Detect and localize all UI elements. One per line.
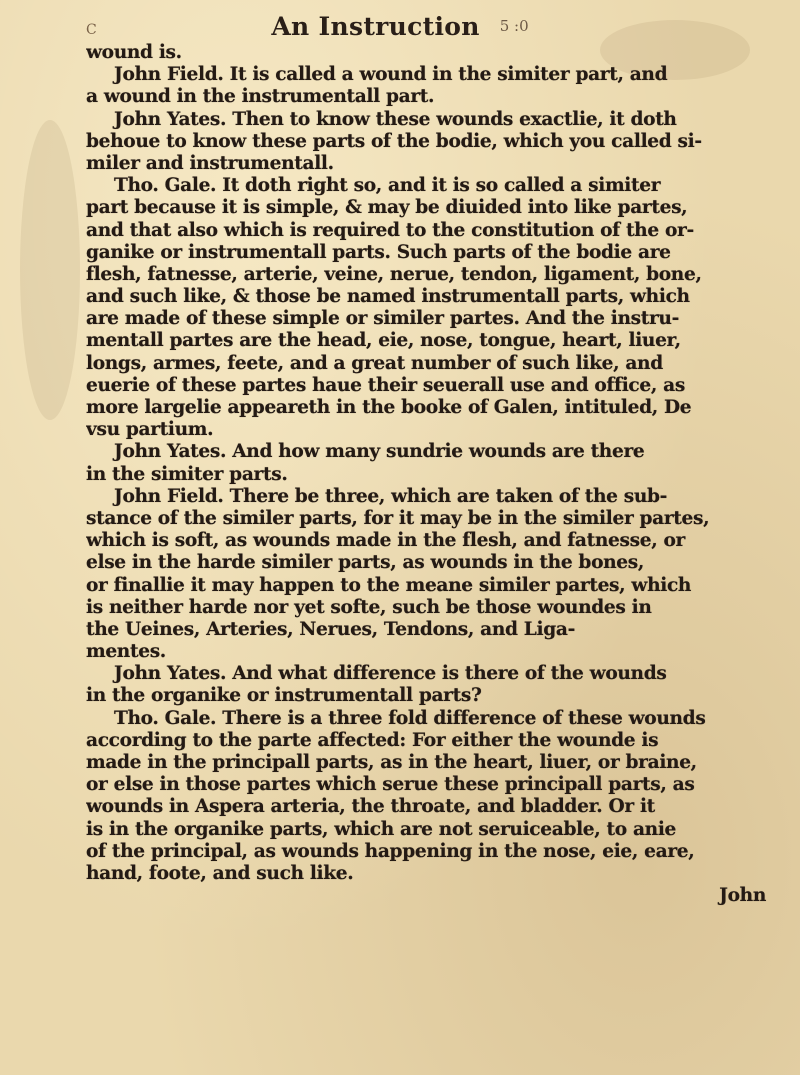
text-line: John Field. It is called a wound in the simiter part, and xyxy=(114,64,668,86)
text-line: in the simiter parts. xyxy=(86,463,288,485)
text-line: euerie of these partes haue their seuerall use and office, as xyxy=(86,374,685,396)
text-line: longs, armes, feete, and a great number of such like, and xyxy=(86,352,663,374)
text-line: behoue to know these parts of the bodie, which you called si- xyxy=(86,130,702,152)
text-line: a wound in the instrumentall part. xyxy=(86,86,435,108)
text-line: John Field. There be three, which are taken of the sub- xyxy=(114,485,668,507)
signature-mark: C xyxy=(86,22,97,38)
text-line: Tho. Gale. It doth right so, and it is so called a simiter xyxy=(114,175,661,197)
text-line: or else in those partes which serue these principall parts, as xyxy=(86,774,695,796)
text-line: made in the principall parts, as in the heart, liuer, or braine, xyxy=(86,752,697,773)
text-line: the Ueines, Arteries, Nerues, Tendons, and Liga- xyxy=(86,618,575,640)
text-line: hand, foote, and such like. xyxy=(86,862,354,884)
text-line: mentall partes are the head, eie, nose, tongue, heart, liuer, xyxy=(86,330,681,352)
text-line: and that also which is required to the constitution of the or- xyxy=(86,219,694,241)
text-line: of the principal, as wounds happening in the nose, eie, eare, xyxy=(86,840,695,862)
text-line: ganike or instrumentall parts. Such parts of the bodie are xyxy=(86,241,671,263)
running-title: An Instruction xyxy=(271,11,480,41)
text-line: wounds in Aspera arteria, the throate, and bladder. Or it xyxy=(86,796,655,818)
text-line: more largelie appeareth in the booke of Galen, intituled, De xyxy=(86,397,692,418)
folio-number: 5 :0 xyxy=(499,17,529,35)
text-line: is neither harde nor yet softe, such be those woundes in xyxy=(86,596,652,618)
text-line: flesh, fatnesse, arterie, veine, nerue, tendon, ligament, bone, xyxy=(86,263,702,285)
text-line: are made of these simple or similer partes. And the instru- xyxy=(86,308,679,330)
page-header xyxy=(0,6,800,46)
text-line: mentes. xyxy=(86,641,166,663)
text-line: wound is. xyxy=(86,42,182,63)
text-line: stance of the similer parts, for it may be in the similer partes, xyxy=(86,507,710,529)
body-text xyxy=(86,42,786,907)
text-line: John Yates. And what difference is there of the wounds xyxy=(114,663,667,685)
text-line: is in the organike parts, which are not seruiceable, to anie xyxy=(86,818,677,840)
text-line: in the organike or instrumentall parts? xyxy=(86,685,482,707)
text-line: miler and instrumentall. xyxy=(86,152,334,174)
text-line: vsu partium. xyxy=(86,419,214,441)
text-line: John Yates. Then to know these wounds exactlie, it doth xyxy=(114,108,677,130)
text-line: John Yates. And how many sundrie wounds are there xyxy=(114,441,645,463)
text-line: which is soft, as wounds made in the flesh, and fatnesse, or xyxy=(86,530,685,552)
text-line: part because it is simple, & may be diuided into like partes, xyxy=(86,197,688,219)
text-line: or finallie it may happen to the meane similer partes, which xyxy=(86,574,692,596)
text-line: and such like, & those be named instrumentall parts, which xyxy=(86,286,690,308)
catchword: John xyxy=(719,885,766,907)
text-line: Tho. Gale. There is a three fold difference of these wounds xyxy=(114,707,706,729)
text-line: according to the parte affected: For either the wounde is xyxy=(86,729,659,751)
paper-stain xyxy=(20,120,80,420)
text-line: else in the harde similer parts, as wounds in the bones, xyxy=(86,552,645,574)
